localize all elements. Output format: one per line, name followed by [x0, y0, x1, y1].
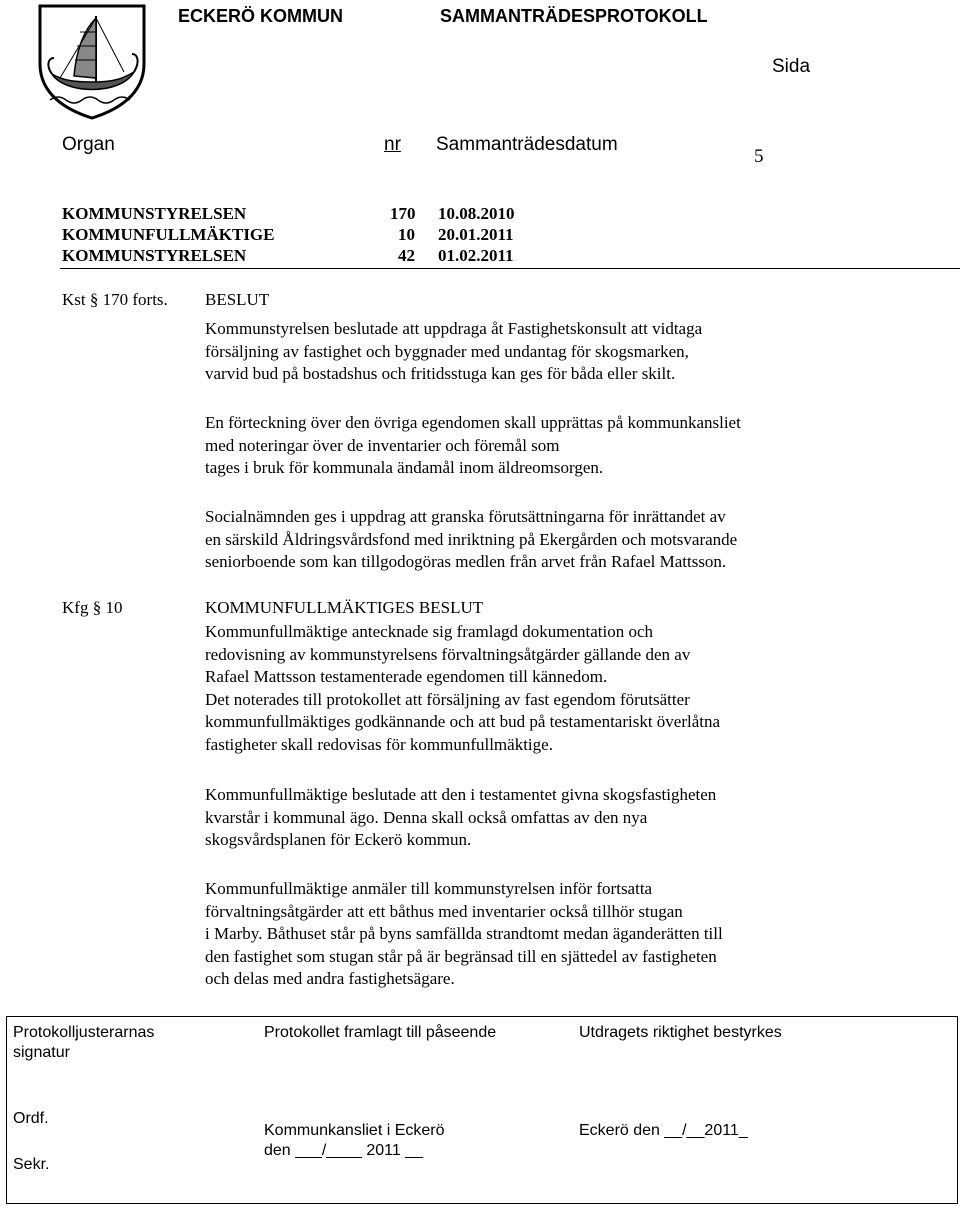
kfg-reference: Kfg § 10 [62, 598, 123, 617]
sekr-label: Sekr. [13, 1156, 50, 1173]
page-label: Sida [772, 56, 811, 77]
justerare-title: Protokolljusterarnas signatur [13, 1024, 155, 1061]
meeting-nr: 170 [390, 204, 416, 223]
municipality-name: ECKERÖ KOMMUN [178, 6, 343, 26]
meeting-date: 20.01.2011 [438, 225, 514, 244]
utdrag-title: Utdragets riktighet bestyrkes [579, 1024, 782, 1041]
organ-label: Organ [62, 134, 115, 155]
meeting-organ: KOMMUNSTYRELSEN [62, 246, 247, 265]
meeting-organ: KOMMUNSTYRELSEN [62, 204, 247, 223]
meeting-organ: KOMMUNFULLMÄKTIGE [62, 225, 275, 244]
kfg-paragraph-1: Kommunfullmäktige antecknade sig framlagd dokumentation och redovisning av kommunstyrelsens förvaltningsåtgärder gällande den av Rafael Mattsson testamenterade egendomen till kännedom. Det noterades till protokollet att försäljning av fast egendom förutsätter kommunfullmäktiges godkännande och att bud på testamentariskt överlåtna fastigheter skall redovisas för kommunfullmäktige. [205, 622, 721, 754]
date-label: Sammanträdesdatum [436, 134, 618, 155]
kst-paragraph-3: Socialnämnden ges i uppdrag att granska förutsättningarna för inrättandet av en särskild Åldringsvårdsfond med inriktning på Ekergården och motsvarande seniorboende som kan tillgodogöras medlen från arvet från Rafael Mattsson. [205, 507, 738, 572]
coat-of-arms-icon [36, 2, 148, 120]
page-number: 5 [754, 146, 764, 167]
header-divider [60, 268, 960, 269]
meeting-date: 01.02.2011 [438, 246, 514, 265]
kfg-heading: KOMMUNFULLMÄKTIGES BESLUT [205, 598, 484, 617]
kst-paragraph-1: Kommunstyrelsen beslutade att uppdraga åt Fastighetskonsult att vidtaga försäljning av fastighet och byggnader med undantag för skogsmarken, varvid bud på bostadshus och fritidsstuga kan ges för båda eller skilt. [205, 319, 703, 384]
ordf-label: Ordf. [13, 1110, 49, 1127]
meeting-nr: 10 [398, 225, 415, 244]
nr-label: nr [384, 134, 401, 155]
beslut-heading: BESLUT [205, 290, 270, 309]
document-title: SAMMANTRÄDESPROTOKOLL [440, 6, 708, 26]
utdrag-date: Eckerö den __/__2011_ [579, 1122, 748, 1139]
meeting-date: 10.08.2010 [438, 204, 515, 223]
signature-box [6, 1016, 958, 1204]
framlagt-details: Kommunkansliet i Eckerö den ___/____ 2011 __ [264, 1122, 445, 1159]
kfg-paragraph-3: Kommunfullmäktige anmäler till kommunstyrelsen inför fortsatta förvaltningsåtgärder att ett båthus med inventarier också tillhör stugan i Marby. Båthuset står på byns samfällda strandtomt medan äganderätten till den fastighet som stugan står på är begränsad till en sjättedel av fastigheten och delas med andra fastighetsägare. [205, 879, 723, 989]
kst-reference: Kst § 170 forts. [62, 290, 168, 309]
kst-paragraph-2: En förteckning över den övriga egendomen skall upprättas på kommunkansliet med noteringar över de inventarier och föremål som tages i bruk för kommunala ändamål inom äldreomsorgen. [205, 413, 741, 478]
framlagt-title: Protokollet framlagt till påseende [264, 1024, 497, 1041]
meeting-nr: 42 [398, 246, 415, 265]
kfg-paragraph-2: Kommunfullmäktige beslutade att den i testamentet givna skogsfastigheten kvarstår i kommunal ägo. Denna skall också omfattas av den nya skogsvårdsplanen för Eckerö kommun. [205, 785, 717, 850]
